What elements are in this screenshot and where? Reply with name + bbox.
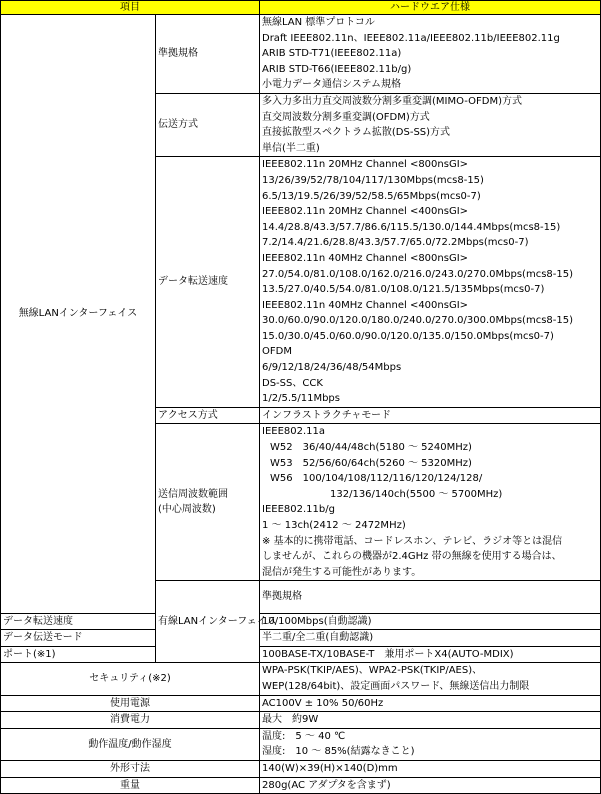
wireless-standards-label: 準拠規格 <box>156 15 260 94</box>
weight-label: 重量 <box>1 777 260 794</box>
security-value <box>260 663 601 695</box>
list-item: IEEE802.11n 40MHz Channel <400nsGI> <box>262 299 469 311</box>
wired-datarate-label: データ転送速度 <box>1 613 156 630</box>
wireless-datarate-label: データ転送速度 <box>156 157 260 408</box>
frequency-label-line: (中心周波数) <box>158 504 216 516</box>
list-item: IEEE802.11n 20MHz Channel <800nsGI> <box>262 159 469 171</box>
list-item: 単信(半二重) <box>262 142 320 154</box>
wireless-access-value: インフラストラクチャモード <box>260 407 601 424</box>
power-label: 使用電源 <box>1 695 260 712</box>
list-item: IEEE802.11a <box>262 426 326 438</box>
list-item: W56 100/104/108/112/116/120/124/128/ <box>270 473 483 485</box>
list-item: 混信が発生する可能性があります。 <box>262 566 422 578</box>
list-item: 15.0/30.0/45.0/60.0/90.0/120.0/135.0/150.0Mbps(mcs0-7) <box>262 330 554 342</box>
wireless-standards-row <box>1 15 601 94</box>
header-row <box>1 1 601 15</box>
list-item: OFDM <box>262 346 292 358</box>
list-item: ARIB STD-T66(IEEE802.11b/g) <box>262 63 412 75</box>
header-item: 項目 <box>1 1 260 15</box>
list-item: 132/136/140ch(5500 ～ 5700MHz) <box>330 488 503 500</box>
list-item: 30.0/60.0/90.0/120.0/180.0/240.0/270.0/300.0Mbps(mcs8-15) <box>262 315 574 327</box>
list-item: 小電力データ通信システム規格 <box>262 79 401 91</box>
list-item: 6.5/13/19.5/26/39/52/58.5/65Mbps(mcs0-7) <box>262 190 481 202</box>
list-item: 多入力多出力直交周波数分割多重変調(MIMO-OFDM)方式 <box>262 95 522 107</box>
list-item: 27.0/54.0/81.0/108.0/162.0/216.0/243.0/270.0Mbps(mcs8-15) <box>262 268 574 280</box>
consumption-label: 消費電力 <box>1 712 260 729</box>
wired-datarate-value: 10/100Mbps(自動認識) <box>260 613 601 630</box>
wireless-frequency-label <box>156 424 260 581</box>
power-row <box>1 695 601 712</box>
wireless-access-label: アクセス方式 <box>156 407 260 424</box>
list-item: 14.4/28.8/43.3/57.7/86.6/115.5/130.0/144.4Mbps(mcs8-15) <box>262 221 561 233</box>
header-spec: ハードウエア仕様 <box>260 1 601 15</box>
security-row <box>1 663 601 695</box>
list-item: 直交周波数分割多重変調(OFDM)方式 <box>262 111 430 123</box>
environment-value <box>260 728 601 760</box>
list-item: IEEE802.11n 20MHz Channel <400nsGI> <box>262 206 469 218</box>
list-item: WEP(128/64bit)、設定画面パスワード、無線送信出力制限 <box>262 680 530 692</box>
dimensions-value: 140(W)×39(H)×140(D)mm <box>260 760 601 777</box>
list-item: 無線LAN 標準プロトコル <box>262 17 375 28</box>
list-item: Draft IEEE802.11n、IEEE802.11a/IEEE802.11b/IEEE802.11g <box>262 32 560 44</box>
dimensions-row <box>1 760 601 777</box>
wired-mode-label: データ伝送モード <box>1 630 156 647</box>
list-item: 温度: 5 ～ 40 ℃ <box>262 730 346 742</box>
environment-row <box>1 728 601 760</box>
list-item: DS-SS、CCK <box>262 377 323 389</box>
environment-label: 動作温度/動作湿度 <box>1 728 260 760</box>
wireless-lan-label: 無線LANインターフェイス <box>1 15 156 614</box>
wired-standards-label: 準拠規格 <box>260 581 601 613</box>
list-item: ARIB STD-T71(IEEE802.11a) <box>262 48 402 60</box>
security-label: セキュリティ(※2) <box>1 663 260 695</box>
list-item: 13/26/39/52/78/104/117/130Mbps(mcs8-15) <box>262 174 484 186</box>
wired-port-value: 100BASE-TX/10BASE-T 兼用ポートX4(AUTO-MDIX) <box>260 646 601 663</box>
list-item: 1 ～ 13ch(2412 ～ 2472MHz) <box>262 520 406 531</box>
wireless-transmission-label: 伝送方式 <box>156 93 260 156</box>
list-item: W53 52/56/60/64ch(5260 ～ 5320MHz) <box>270 457 472 469</box>
power-value: AC100V ± 10% 50/60Hz <box>260 695 601 712</box>
weight-value: 280g(AC アダプタを含まず) <box>260 777 601 794</box>
list-item: W52 36/40/44/48ch(5180 ～ 5240MHz) <box>270 442 472 454</box>
list-item: ※ 基本的に携帯電話、コードレスホン、テレビ、ラジオ等とは混信 <box>262 535 563 547</box>
list-item: IEEE802.11b/g <box>262 504 335 516</box>
consumption-value: 最大 約9W <box>260 712 601 729</box>
list-item: WPA-PSK(TKIP/AES)、WPA2-PSK(TKIP/AES)、 <box>262 665 483 677</box>
list-item: IEEE802.11n 40MHz Channel <800nsGI> <box>262 252 469 264</box>
list-item: 13.5/27.0/40.5/54.0/81.0/108.0/121.5/135Mbps(mcs0-7) <box>262 284 545 296</box>
wireless-transmission-value <box>260 93 601 156</box>
dimensions-label: 外形寸法 <box>1 760 260 777</box>
wireless-standards-value <box>260 15 601 94</box>
wireless-datarate-value <box>260 157 601 408</box>
wired-port-row <box>1 646 601 663</box>
list-item: 直接拡散型スペクトラム拡散(DS-SS)方式 <box>262 127 451 139</box>
wired-port-label: ポート(※1) <box>1 646 156 663</box>
wired-datarate-row <box>1 613 601 630</box>
list-item: しませんが、これらの機器が2.4GHz 帯の無線を使用する場合は、 <box>262 551 562 563</box>
wired-lan-label: 有線LANインターフェイス <box>156 581 260 663</box>
weight-row <box>1 777 601 794</box>
wireless-frequency-value <box>260 424 601 581</box>
consumption-row <box>1 712 601 729</box>
list-item: 1/2/5.5/11Mbps <box>262 393 340 405</box>
wired-mode-value: 半二重/全二重(自動認識) <box>260 630 601 647</box>
list-item: 湿度: 10 ～ 85%(結露なきこと) <box>262 746 415 758</box>
wired-mode-row <box>1 630 601 647</box>
list-item: 7.2/14.4/21.6/28.8/43.3/57.7/65.0/72.2Mbps(mcs0-7) <box>262 237 529 249</box>
frequency-label-line: 送信周波数範囲 <box>158 488 228 500</box>
list-item: 6/9/12/18/24/36/48/54Mbps <box>262 362 402 374</box>
